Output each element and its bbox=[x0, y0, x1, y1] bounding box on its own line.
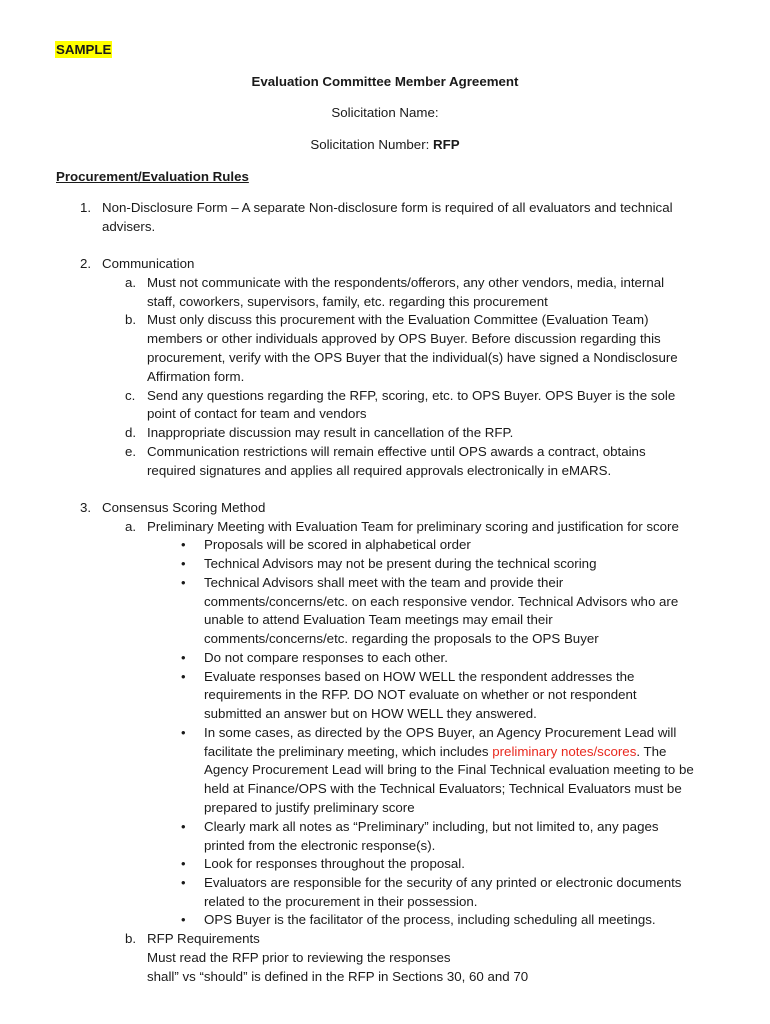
rule-2b-text: procurement, verify with the OPS Buyer that the individual(s) have signed a Nondisclosure bbox=[147, 350, 678, 365]
bullet-dot-icon: • bbox=[181, 912, 186, 927]
rule-2b-text: Must only discuss this procurement with the Evaluation Committee (Evaluation Team) bbox=[147, 312, 649, 327]
bullet-text: Evaluate responses based on HOW WELL the respondent addresses the bbox=[204, 669, 635, 684]
bullet-text: related to the procurement in their possession. bbox=[204, 894, 478, 909]
bullet-text: Technical Advisors may not be present during the technical scoring bbox=[204, 556, 597, 571]
preliminary-notes-highlight: preliminary notes/scores bbox=[492, 744, 637, 759]
rule-2c-text: point of contact for team and vendors bbox=[147, 406, 367, 421]
bullet-text: Agency Procurement Lead will bring to the Final Technical evaluation meeting to be bbox=[204, 762, 694, 777]
bullet-text: submitted an answer but on HOW WELL they answered. bbox=[204, 706, 537, 721]
bullet-dot-icon: • bbox=[181, 556, 186, 571]
rule-2d-letter: d. bbox=[125, 425, 137, 440]
rule-3b-title: RFP Requirements bbox=[147, 931, 260, 946]
rule-3-number: 3. bbox=[80, 500, 92, 515]
bullet-dot-icon: • bbox=[181, 725, 186, 740]
rule-1-text: Non-Disclosure Form – A separate Non-disclosure form is required of all evaluators and technical bbox=[102, 200, 673, 215]
page-title: Evaluation Committee Member Agreement bbox=[251, 74, 519, 89]
bullet-text: Clearly mark all notes as “Preliminary” including, but not limited to, any pages bbox=[204, 819, 659, 834]
rule-1-number: 1. bbox=[80, 200, 92, 215]
rule-2b-text: Affirmation form. bbox=[147, 369, 245, 384]
rule-2a-text: Must not communicate with the respondents/offerors, any other vendors, media, internal bbox=[147, 275, 665, 290]
sample-label: SAMPLE bbox=[56, 42, 112, 57]
bullet-dot-icon: • bbox=[181, 650, 186, 665]
bullet-dot-icon: • bbox=[181, 669, 186, 684]
solicitation-number-label: Solicitation Number: bbox=[310, 137, 434, 152]
bullet-text: In some cases, as directed by the OPS Buyer, an Agency Procurement Lead will bbox=[204, 725, 677, 740]
rule-2c-letter: c. bbox=[125, 388, 136, 403]
rule-2-number: 2. bbox=[80, 256, 92, 271]
rule-2d-text: Inappropriate discussion may result in cancellation of the RFP. bbox=[147, 425, 514, 440]
bullet-text-segment: facilitate the preliminary meeting, which includes bbox=[204, 744, 493, 759]
rule-2-title: Communication bbox=[102, 256, 195, 271]
rule-2a-text: staff, coworkers, supervisors, family, etc. regarding this procurement bbox=[147, 294, 548, 309]
bullet-text: comments/concerns/etc. regarding the proposals to the OPS Buyer bbox=[204, 631, 599, 646]
bullet-text: Evaluators are responsible for the security of any printed or electronic documents bbox=[204, 875, 682, 890]
rule-3a-text: Preliminary Meeting with Evaluation Team for preliminary scoring and justification for score bbox=[147, 519, 679, 534]
solicitation-name: Solicitation Name: bbox=[331, 105, 439, 120]
bullet-text: requirements in the RFP. DO NOT evaluate on whether or not respondent bbox=[204, 687, 637, 702]
rule-2e-text: required signatures and applies all required approvals electronically in eMARS. bbox=[147, 463, 612, 478]
rule-2e-letter: e. bbox=[125, 444, 137, 459]
bullet-dot-icon: • bbox=[181, 575, 186, 590]
solicitation-number bbox=[0, 136, 770, 154]
bullet-text: Look for responses throughout the proposal. bbox=[204, 856, 465, 871]
rule-3a-letter: a. bbox=[125, 519, 137, 534]
rule-1-text: advisers. bbox=[102, 219, 156, 234]
rule-3b-text: shall” vs “should” is defined in the RFP in Sections 30, 60 and 70 bbox=[147, 969, 529, 984]
bullet-dot-icon: • bbox=[181, 537, 186, 552]
bullet-text: OPS Buyer is the facilitator of the process, including scheduling all meetings. bbox=[204, 912, 656, 927]
rule-3b-letter: b. bbox=[125, 931, 137, 946]
rule-3-title: Consensus Scoring Method bbox=[102, 500, 266, 515]
solicitation-number-value: RFP bbox=[433, 137, 460, 152]
rule-2e-text: Communication restrictions will remain effective until OPS awards a contract, obtains bbox=[147, 444, 646, 459]
rule-2a-letter: a. bbox=[125, 275, 137, 290]
bullet-dot-icon: • bbox=[181, 856, 186, 871]
bullet-text: comments/concerns/etc. on each responsive vendor. Technical Advisors who are bbox=[204, 594, 679, 609]
bullet-text: prepared to justify preliminary score bbox=[204, 800, 415, 815]
bullet-text: Technical Advisors shall meet with the team and provide their bbox=[204, 575, 564, 590]
bullet-text: printed from the electronic response(s). bbox=[204, 838, 436, 853]
rule-2b-text: members or other individuals approved by OPS Buyer. Before discussion regarding this bbox=[147, 331, 661, 346]
rule-2b-letter: b. bbox=[125, 312, 137, 327]
bullet-dot-icon: • bbox=[181, 875, 186, 890]
bullet-text bbox=[204, 743, 666, 762]
bullet-text-segment: . The bbox=[636, 744, 667, 759]
bullet-text: unable to attend Evaluation Team meetings may email their bbox=[204, 612, 553, 627]
section-heading: Procurement/Evaluation Rules bbox=[56, 169, 249, 184]
bullet-text: Do not compare responses to each other. bbox=[204, 650, 448, 665]
rule-2c-text: Send any questions regarding the RFP, scoring, etc. to OPS Buyer. OPS Buyer is the sole bbox=[147, 388, 676, 403]
bullet-text: Proposals will be scored in alphabetical order bbox=[204, 537, 471, 552]
bullet-dot-icon: • bbox=[181, 819, 186, 834]
rule-3b-text: Must read the RFP prior to reviewing the responses bbox=[147, 950, 451, 965]
bullet-text: held at Finance/OPS with the Technical Evaluators; Technical Evaluators must be bbox=[204, 781, 682, 796]
